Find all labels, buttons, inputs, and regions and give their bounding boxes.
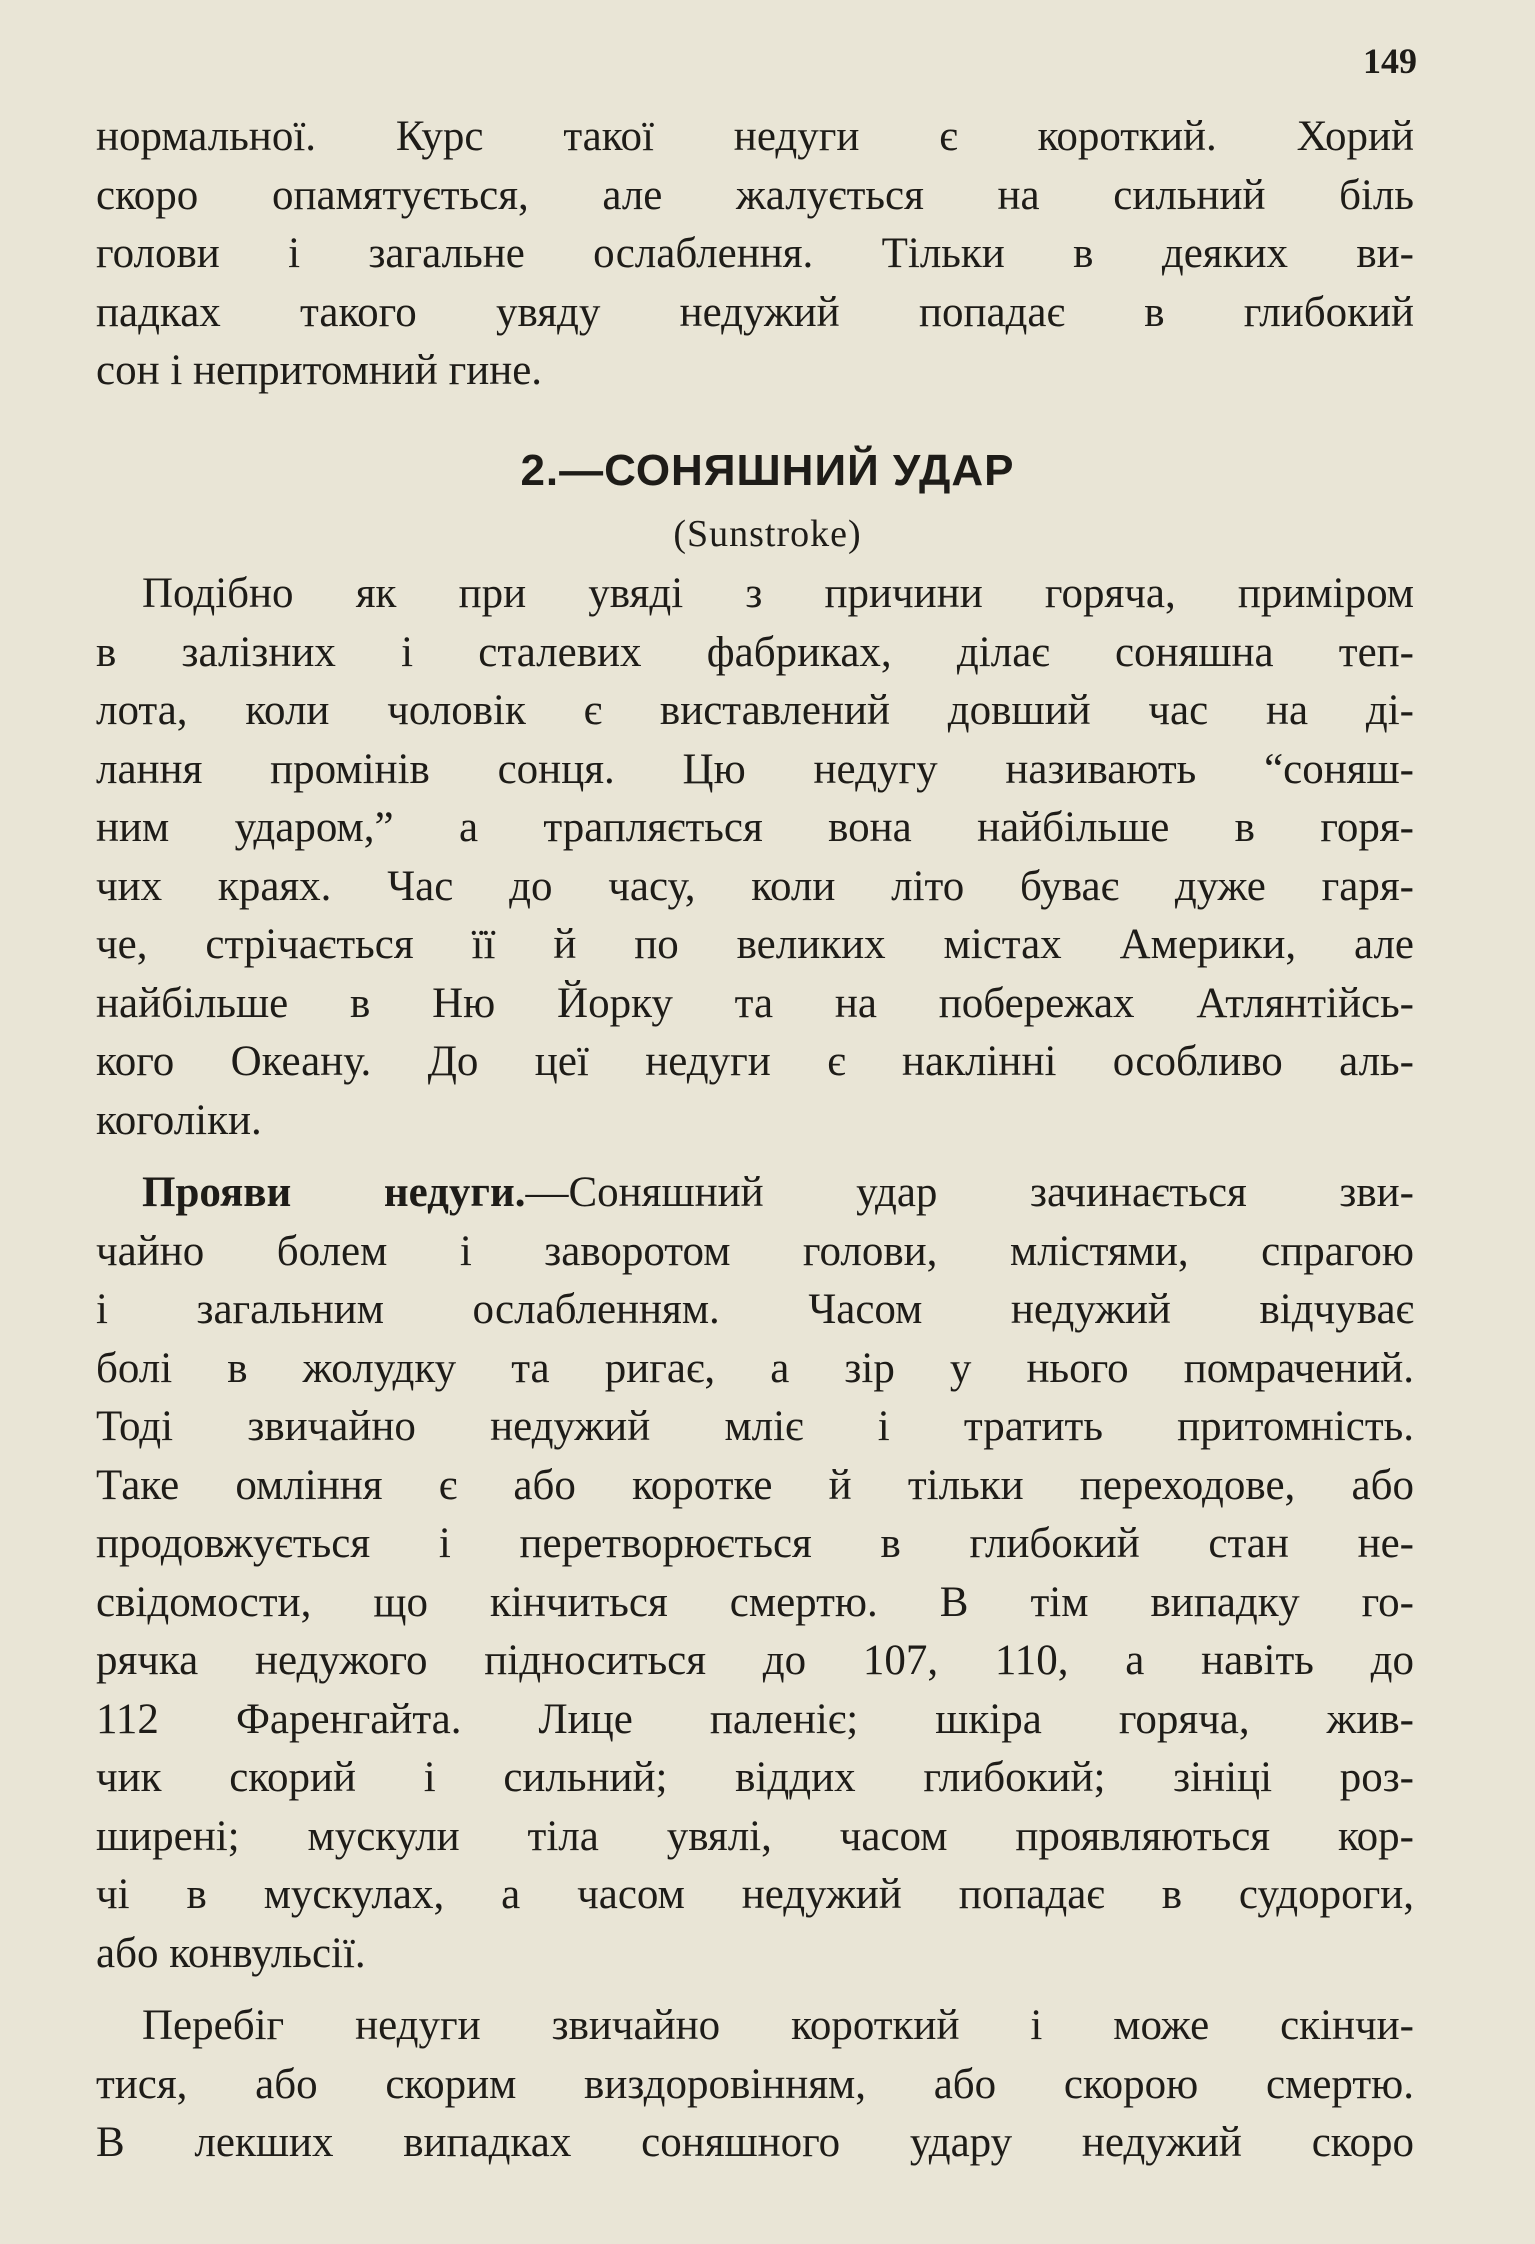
text-line: або конвульсії.: [96, 1929, 366, 1977]
text-line: 112 Фаренгайта. Лице паленіє; шкіра горяча, жив-: [96, 1695, 1414, 1743]
text-line: кого Океану. До цеї недуги є наклінні особливо аль-: [96, 1038, 1414, 1085]
section-subheading: (Sunstroke): [673, 513, 862, 555]
text-line: болі в жолудку та ригає, а зір у нього помрачений.: [96, 1344, 1414, 1392]
text-line: че, стрічається її й по великих містах Америки, але: [96, 921, 1414, 968]
text-line: [96, 1164, 1414, 1223]
text-line: в залізних і сталевих фабриках, ділає соняшна теп-: [96, 628, 1414, 676]
text-line: лота, коли чоловік є виставлений довший час на ді-: [96, 687, 1414, 734]
text-line: нормальної. Курс такої недуги є короткий. Хорий: [96, 113, 1414, 160]
text-line: скоро опамятується, але жалується на сильний біль: [96, 171, 1414, 219]
text-line: коголіки.: [96, 1096, 262, 1144]
text-line: продовжується і перетворюється в глибокий стан не-: [96, 1520, 1414, 1567]
text-line: сон і непритомний гине.: [96, 347, 543, 394]
text-line: голови і загальне ослаблення. Тільки в деяких ви-: [96, 230, 1414, 277]
text-line: чайно болем і заворотом голови, млістями, спрагою: [96, 1227, 1414, 1275]
text-line: падках такого увяду недужий попадає в глибокий: [96, 288, 1414, 336]
paragraph-1: [96, 565, 1414, 1150]
main-text: [96, 565, 1414, 2173]
text-line: ширені; мускули тіла увялі, часом проявляються кор-: [96, 1812, 1414, 1860]
text-line: тися, або скорим виздоровінням, або скорою смертю.: [96, 2060, 1414, 2108]
paragraph-lead: Прояви недуги.: [142, 1169, 526, 1216]
text-line: чих краях. Час до часу, коли літо буває дуже гаря-: [96, 862, 1414, 910]
text-line: Подібно як при увяді з причини горяча, приміром: [142, 570, 1414, 617]
paragraph-3: [96, 1997, 1414, 2173]
text-line: Перебіг недуги звичайно короткий і може скінчи-: [142, 2002, 1414, 2049]
text-line: рячка недужого підноситься до 107, 110, а навіть до: [96, 1637, 1414, 1684]
top-paragraph: [96, 108, 1414, 401]
text-line: свідомости, що кінчиться смертю. В тім випадку го-: [96, 1578, 1414, 1626]
text-line: Таке омління є або коротке й тільки переходове, або: [96, 1461, 1414, 1509]
section-heading: 2.—СОНЯШНИЙ УДАР: [520, 446, 1015, 495]
text-line: В лекших випадках соняшного удару недужий скоро: [96, 2119, 1414, 2166]
text-line: найбільше в Ню Йорку та на побережах Атлянтійсь-: [96, 979, 1414, 1027]
paragraph-2: [96, 1164, 1414, 1983]
text-line: Тоді звичайно недужий мліє і тратить притомність.: [96, 1403, 1414, 1450]
paragraph-lead-rest: —Соняшний удар зачинається зви-: [525, 1169, 1414, 1216]
page-number: 149: [1363, 41, 1417, 81]
text-line: чі в мускулах, а часом недужий попадає в судороги,: [96, 1871, 1414, 1918]
text-line: лання промінів сонця. Цю недугу називають “соняш-: [96, 745, 1414, 793]
text-line: і загальним ослабленням. Часом недужий відчуває: [96, 1286, 1414, 1333]
text-line: ним ударом,” а трапляється вона найбільше в горя-: [96, 804, 1414, 851]
text-line: чик скорий і сильний; віддих глибокий; зініці роз-: [96, 1754, 1414, 1801]
